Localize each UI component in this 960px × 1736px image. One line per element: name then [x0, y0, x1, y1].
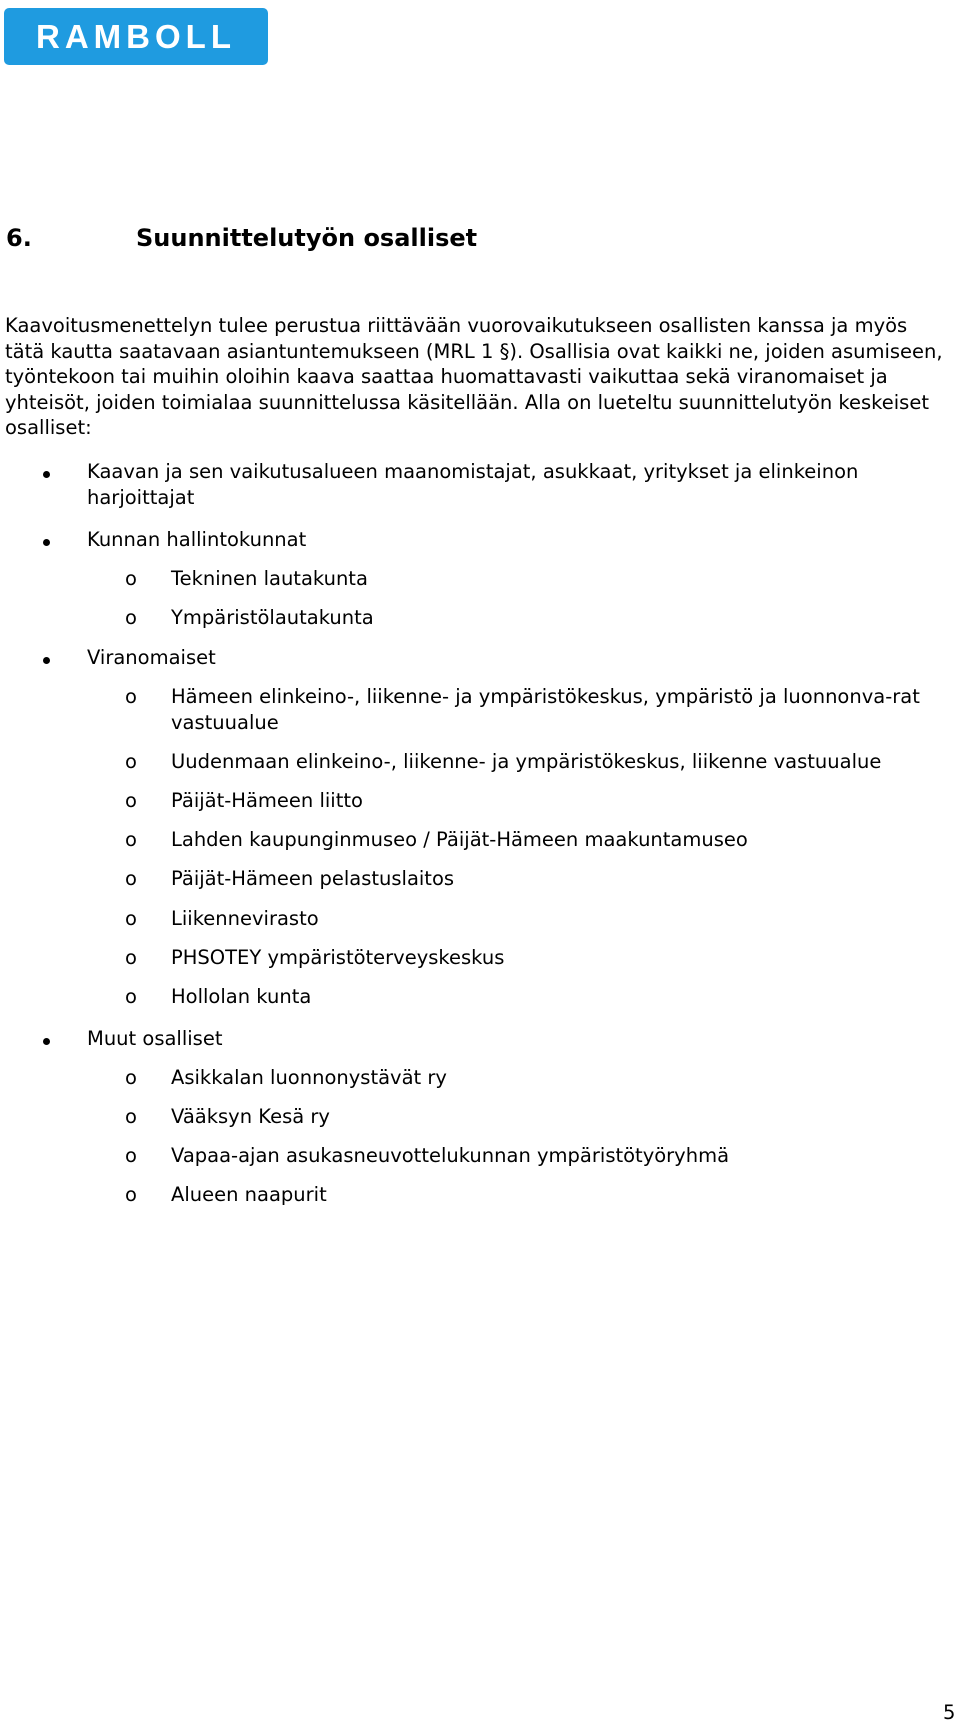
sub-list-item: Päijät-Hämeen pelastuslaitos	[171, 867, 455, 891]
sub-bullet-icon: o	[125, 750, 137, 774]
sub-list-item: Tekninen lautakunta	[171, 567, 368, 590]
sub-list-item: PHSOTEY ympäristöterveyskeskus	[171, 945, 505, 969]
sub-list-item: Vapaa-ajan asukasneuvottelukunnan ympäristötyöryhmä	[171, 1144, 730, 1168]
intro-paragraph: Kaavoitusmenettelyn tulee perustua riittävään vuorovaikutukseen osallisten kanssa ja myös tätä kautta saatavaan asiantuntemukseen (MRL 1 §). Osallisia ovat kaikki ne, joiden asumiseen, työntekoon tai muihin oloihin kaava saattaa huomattavasti vaikuttaa sekä viranomaiset ja yhteisöt, joiden toimialaa suunnittelussa käsitellään. Alla on lueteltu suunnittelutyön keskeiset osalliset:	[5, 314, 943, 439]
sub-list-item: Vääksyn Kesä ry	[171, 1105, 330, 1129]
page-number: 5	[943, 1701, 956, 1724]
sub-bullet-icon: o	[125, 945, 137, 969]
sub-list-item: Päijät-Hämeen liitto	[171, 789, 363, 813]
bullet-icon	[43, 1038, 50, 1045]
bullet-icon	[43, 471, 50, 478]
ramboll-logo	[4, 8, 268, 65]
list-item: Viranomaiset	[87, 646, 216, 669]
sub-list-item: Uudenmaan elinkeino-, liikenne- ja ympäristökeskus, liikenne vastuualue	[171, 750, 882, 774]
sub-bullet-icon: o	[125, 1144, 137, 1168]
sub-bullet-icon: o	[125, 828, 137, 852]
sub-list-item: Liikennevirasto	[171, 906, 319, 930]
list-item: Kaavan ja sen vaikutusalueen maanomistajat, asukkaat, yritykset ja elinkeinon harjoittajat	[87, 460, 859, 509]
sub-bullet-icon: o	[125, 984, 137, 1008]
sub-bullet-icon: o	[125, 867, 137, 891]
sub-bullet-icon: o	[125, 685, 137, 708]
sub-bullet-icon: o	[125, 906, 137, 930]
list-item: Kunnan hallintokunnat	[87, 528, 307, 551]
sub-bullet-icon: o	[125, 789, 137, 813]
sub-list-item: Ympäristölautakunta	[171, 606, 374, 630]
section-number: 6.	[6, 224, 32, 252]
logo-text: RAMBOLL	[36, 17, 236, 55]
bullet-icon	[43, 657, 50, 664]
sub-list-item: Lahden kaupunginmuseo / Päijät-Hämeen maakuntamuseo	[171, 828, 748, 852]
list-item: Muut osalliset	[87, 1027, 223, 1050]
sub-bullet-icon: o	[125, 567, 137, 590]
sub-list-item: Asikkalan luonnonystävät ry	[171, 1066, 447, 1089]
sub-bullet-icon: o	[125, 1183, 137, 1207]
bullet-icon	[43, 539, 50, 546]
sub-bullet-icon: o	[125, 1105, 137, 1129]
sub-list-item: Alueen naapurit	[171, 1183, 327, 1207]
sub-bullet-icon: o	[125, 1066, 137, 1089]
sub-list-item: Hollolan kunta	[171, 984, 312, 1008]
section-heading	[6, 224, 477, 252]
section-title: Suunnittelutyön osalliset	[136, 224, 478, 252]
sub-list-item: Hämeen elinkeino-, liikenne- ja ympäristökeskus, ympäristö ja luonnonva-rat vastuualue	[171, 685, 920, 734]
sub-bullet-icon: o	[125, 606, 137, 630]
